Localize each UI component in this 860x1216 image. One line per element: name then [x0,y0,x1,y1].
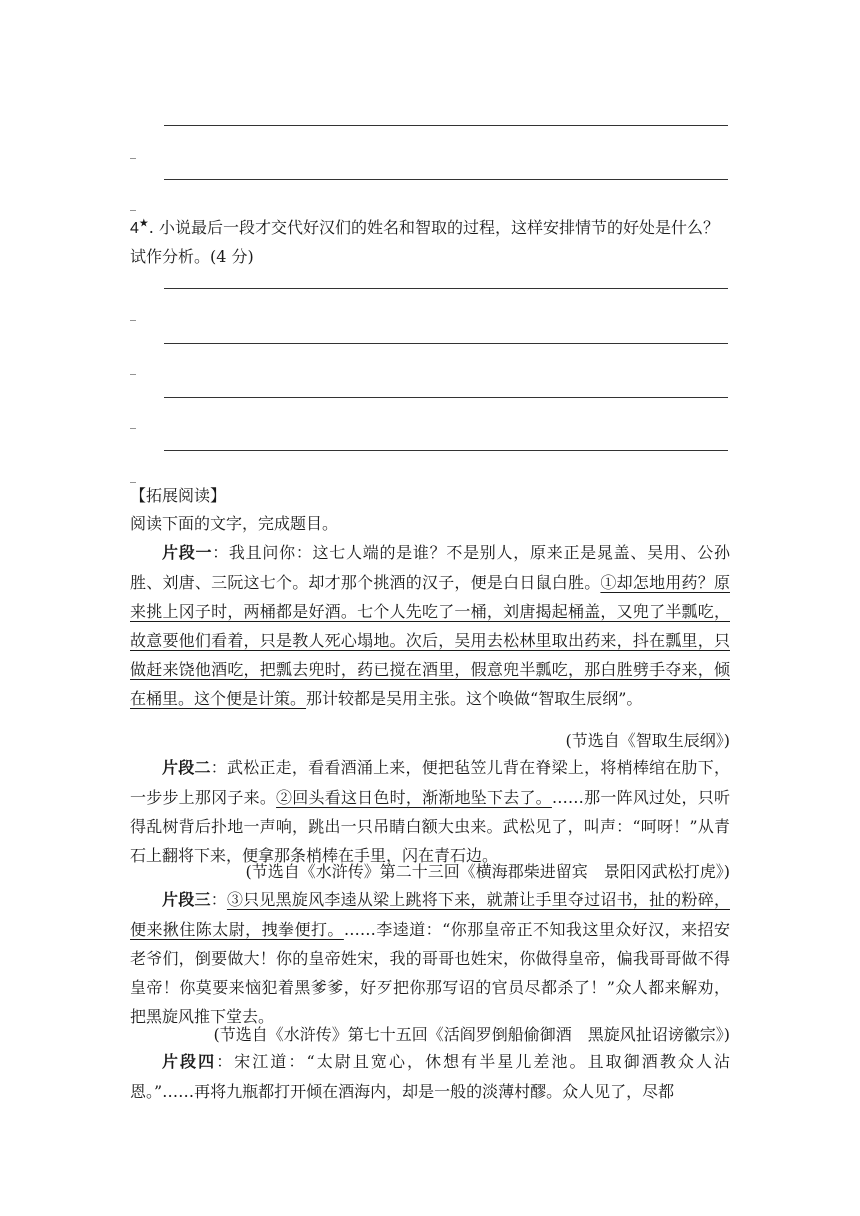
answer-line-end-mark: _ [130,145,136,159]
passage-label: 片段四 [162,1054,217,1071]
passage-label: 片段一 [162,545,213,562]
passage-label: 片段三 [162,892,211,909]
passage-text: ……李逵道：“你那皇帝正不知我这里众好汉，来招安老爷们，倒要做大！你的皇帝姓宋，我的哥哥也姓宋，你做得皇帝，偏我哥哥做不得皇帝！你莫要来恼犯着黑爹爹，好歹把你那写诏的官员尽都杀了！”众人都来解劝，把黑旋风推下堂去。 [130,920,730,1026]
passage-3 [130,885,730,1031]
answer-line-end-mark: _ [130,307,136,321]
passage-text: ：武松正走，看看酒涌上来，便把毡笠儿背在脊梁上，将梢棒绾在肋下，一步步上那冈子来。 [130,758,730,807]
answer-line[interactable] [164,125,728,126]
underlined-sentence-1: ①却怎地用药？原来挑上冈子时，两桶都是好酒。七个人先吃了一桶，刘唐揭起桶盖，又兜了半瓢吃，故意要他们看着，只是教人死心塌地。次后，吴用去松林里取出药来，抖在瓢里，只做赶来饶他酒吃，把瓢去兜时，药已搅在酒里，假意兜半瓢吃，那白胜劈手夺来，倾在桶里。这个便是计策。 [130,573,730,708]
passage-label: 片段二 [162,760,211,777]
passage-text: ……那一阵风过处，只听得乱树背后扑地一声响，跳出一只吊睛白额大虫来。武松见了，叫声：“呵呀！”从青石上翻将下来，便拿那条梢棒在手里，闪在青石边。 [130,788,730,865]
underlined-sentence-3: ③只见黑旋风李逵从梁上跳将下来，就萧让手里夺过诏书，扯的粉碎，便来揪住陈太尉，拽拳便打。 [130,890,730,939]
passage-text: ：我且问你：这七人端的是谁？不是别人，原来正是晁盖、吴用、公孙胜、刘唐、三阮这七个。却才那个挑酒的汉子，便是白日鼠白胜。 [130,543,730,592]
answer-line-end-mark: _ [130,469,136,483]
answer-line[interactable] [164,397,728,398]
answer-line[interactable] [164,450,728,451]
passage-source: (节选自《水浒传》第二十三回《横海郡柴进留宾 景阳冈武松打虎》) [245,862,730,881]
answer-line[interactable] [164,288,728,289]
answer-line[interactable] [164,179,728,180]
passage-text: ：宋江道：“太尉且宽心，休想有半星儿差池。且取御酒教众人沾恩。”……再将九瓶都打开倾在酒海内，却是一般的淡薄村醪。众人见了，尽都 [130,1052,730,1101]
difficulty-star-icon: ★ [138,216,149,230]
answer-line-end-mark: _ [130,361,136,375]
reading-instruction: 阅读下面的文字，完成题目。 [130,514,339,533]
passage-2 [130,753,730,870]
section-title: 【拓展阅读】 [130,486,227,505]
answer-line-end-mark: _ [130,197,136,211]
question-number: 4 [130,220,139,237]
question-4 [130,214,730,271]
passage-source: (节选自《智取生辰纲》) [565,731,730,750]
passage-source: (节选自《水浒传》第七十五回《活阎罗倒船偷御酒 黑旋风扯诏谤徽宗》) [213,1025,730,1044]
passage-4 [130,1047,730,1106]
passage-text: 那计较都是吴用主张。这个唤做“智取生辰纲”。 [306,689,643,708]
passage-1 [130,538,730,713]
question-text: . 小说最后一段才交代好汉们的姓名和智取的过程，这样安排情节的好处是什么？试作分析。(4 分) [130,218,719,266]
underlined-sentence-2: ②回头看这日色时，渐渐地坠下去了。 [276,788,552,807]
answer-line-end-mark: _ [130,415,136,429]
passage-text: ： [210,890,227,909]
answer-line[interactable] [164,343,728,344]
